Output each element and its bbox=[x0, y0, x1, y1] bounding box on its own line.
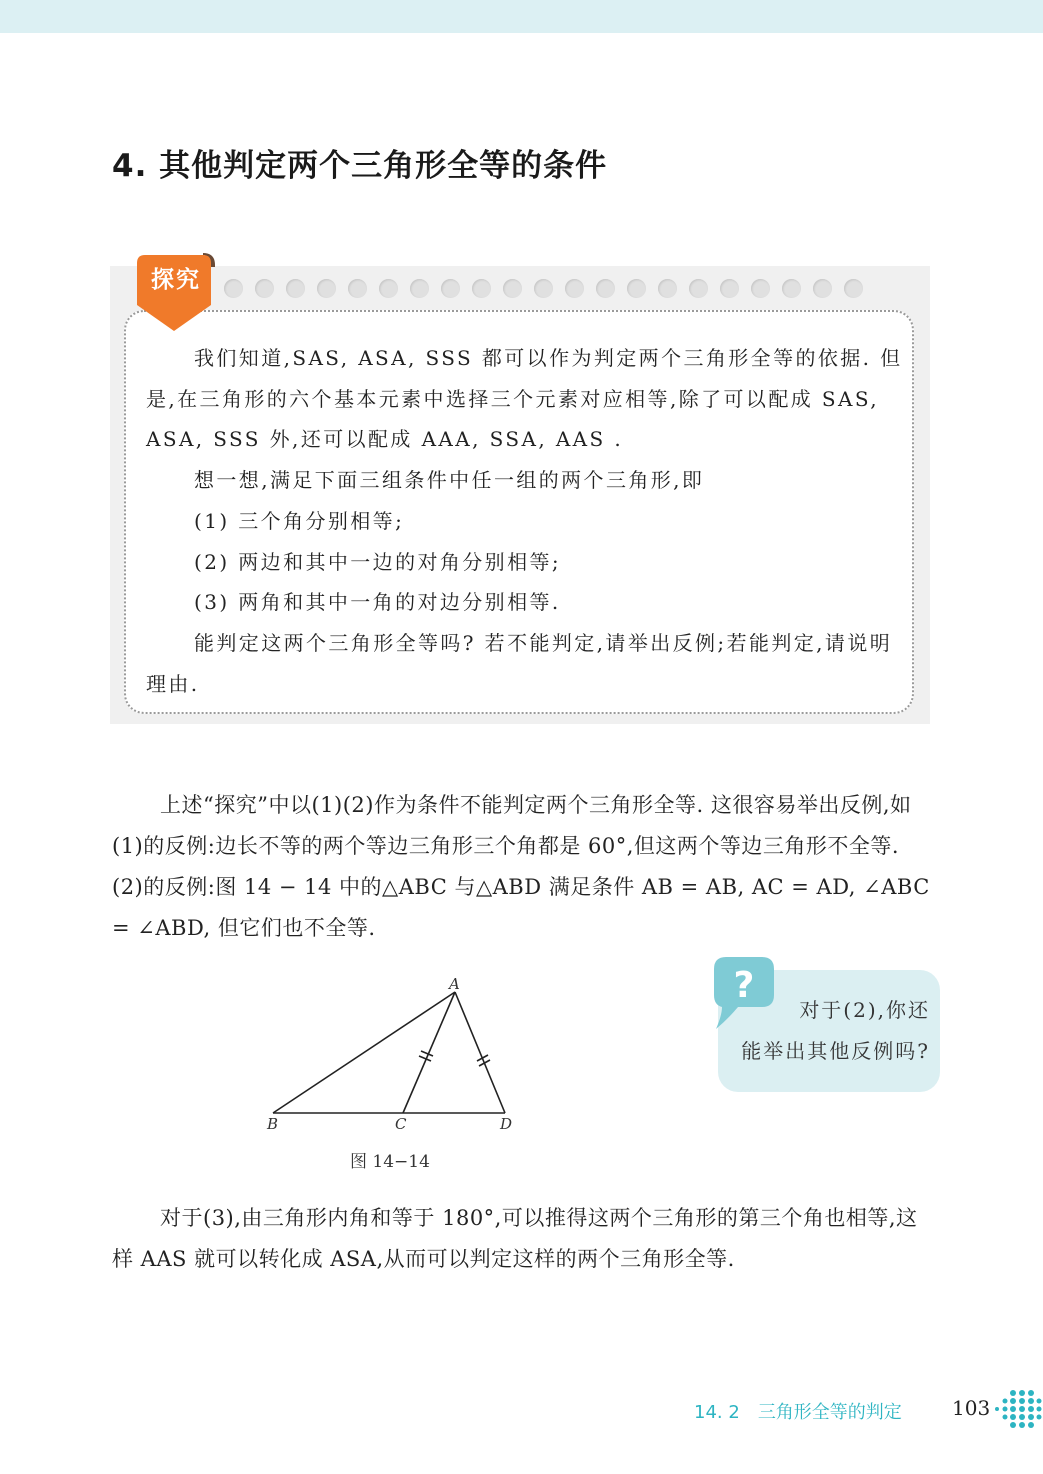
binder-hole bbox=[255, 279, 274, 298]
hint-line: 能举出其他反例吗? bbox=[741, 1039, 930, 1063]
binder-holes bbox=[224, 279, 863, 299]
explore-text bbox=[146, 338, 904, 704]
explore-tag bbox=[137, 253, 215, 333]
figure-caption: 图 14−14 bbox=[350, 1152, 430, 1172]
triangle-figure bbox=[258, 970, 528, 1135]
binder-hole bbox=[472, 279, 491, 298]
body-paragraph-text: 上述“探究”中以(1)(2)作为条件不能判定两个三角形全等. 这很容易举出反例,如(1)的反例:边长不等的两个等边三角形三个角都是 60°,但这两个等边三角形不全等. (2)的反例:图 14 − 14 中的△ABC 与△ABD 满足条件 AB = AB, AC = AD, ∠ABC = ∠ABD, 但它们也不全等. bbox=[112, 793, 930, 940]
segment-AB bbox=[273, 992, 455, 1113]
binder-hole bbox=[596, 279, 615, 298]
explore-tag-label: 探究 bbox=[151, 267, 201, 293]
page-number: 103 bbox=[952, 1396, 991, 1420]
explore-paragraph: 想一想,满足下面三组条件中任一组的两个三角形,即 bbox=[194, 468, 705, 493]
binder-hole bbox=[565, 279, 584, 298]
vertex-label-B: B bbox=[267, 1115, 279, 1133]
vertex-label-C: C bbox=[395, 1115, 407, 1133]
binder-hole bbox=[224, 279, 243, 298]
explore-condition-1: (1) 三个角分别相等; bbox=[194, 508, 405, 533]
binder-hole bbox=[503, 279, 522, 298]
vertex-label-D: D bbox=[500, 1115, 513, 1133]
segment-AD bbox=[455, 992, 505, 1113]
binder-hole bbox=[286, 279, 305, 298]
svg-text:?: ? bbox=[733, 965, 755, 1006]
binder-hole bbox=[410, 279, 429, 298]
explore-condition-2: (2) 两边和其中一边的对角分别相等; bbox=[194, 549, 562, 574]
footer-section-number: 14. 2 bbox=[694, 1402, 740, 1423]
binder-hole bbox=[317, 279, 336, 298]
explore-paragraph: 我们知道,SAS, ASA, SSS 都可以作为判定两个三角形全等的依据. 但是,在三角形的六个基本元素中选择三个元素对应相等,除了可以配成 SAS, ASA, SSS 外,还可以配成 AAA, SSA, AAS . bbox=[146, 346, 903, 452]
explore-condition-3: (3) 两角和其中一角的对边分别相等. bbox=[194, 590, 561, 615]
top-band bbox=[0, 0, 1043, 33]
hint-text bbox=[730, 990, 930, 1072]
vertex-label-A: A bbox=[449, 975, 460, 993]
explore-paragraph: 能判定这两个三角形全等吗? 若不能判定,请举出反例;若能判定,请说明理由. bbox=[146, 630, 893, 696]
section-title: 4. 其他判定两个三角形全等的条件 bbox=[112, 148, 608, 184]
binder-hole bbox=[782, 279, 801, 298]
binder-hole bbox=[844, 279, 863, 298]
body-paragraph-text: 对于(3),由三角形内角和等于 180°,可以推得这两个三角形的第三个角也相等,这样 AAS 就可以转化成 ASA,从而可以判定这样的两个三角形全等. bbox=[112, 1206, 918, 1271]
footer-section-title: 三角形全等的判定 bbox=[757, 1402, 902, 1423]
binder-hole bbox=[379, 279, 398, 298]
footer-section bbox=[694, 1398, 902, 1424]
body-paragraph bbox=[112, 785, 930, 949]
binder-hole bbox=[813, 279, 832, 298]
binder-hole bbox=[627, 279, 646, 298]
triangle-diagram bbox=[258, 970, 528, 1135]
binder-hole bbox=[751, 279, 770, 298]
body-paragraph bbox=[112, 1198, 930, 1280]
binder-hole bbox=[658, 279, 677, 298]
explore-box bbox=[110, 266, 930, 724]
binder-hole bbox=[348, 279, 367, 298]
dot-grid-icon bbox=[994, 1388, 1042, 1430]
binder-hole bbox=[689, 279, 708, 298]
binder-hole bbox=[534, 279, 553, 298]
hint-line: 对于(2),你还 bbox=[799, 998, 930, 1022]
binder-hole bbox=[720, 279, 739, 298]
binder-hole bbox=[441, 279, 460, 298]
